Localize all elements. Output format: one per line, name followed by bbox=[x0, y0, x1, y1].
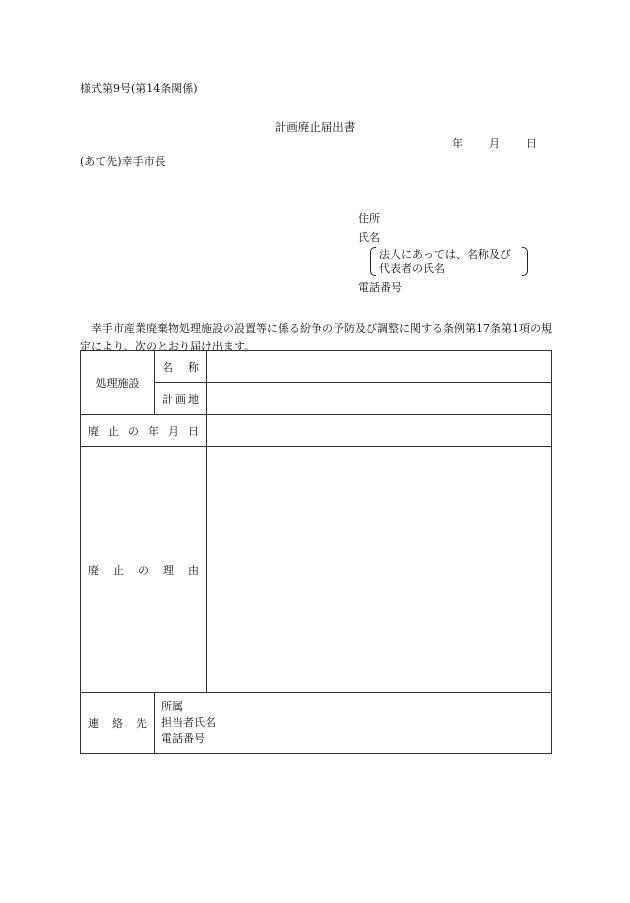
abolish-reason-label: 廃 止 の 理 由 bbox=[81, 447, 207, 693]
abolish-date-field[interactable] bbox=[207, 415, 552, 447]
corporate-note bbox=[370, 247, 528, 275]
facility-site-label: 計 画 地 bbox=[155, 383, 207, 415]
contact-field[interactable] bbox=[155, 693, 552, 754]
form-number: 様式第9号(第14条関係) bbox=[80, 82, 198, 95]
corporate-note-line1: 法人にあっては、名称及び bbox=[379, 248, 511, 261]
facility-name-label: 名 称 bbox=[155, 351, 207, 383]
contact-phone: 電話番号 bbox=[161, 732, 205, 745]
facility-label: 処理施設 bbox=[81, 351, 155, 415]
date-year: 年 bbox=[452, 137, 463, 150]
date-line bbox=[452, 138, 537, 149]
contact-affiliation: 所属 bbox=[161, 700, 183, 713]
form-table bbox=[80, 350, 552, 754]
date-month: 月 bbox=[489, 137, 500, 150]
applicant-address-label: 住所 bbox=[358, 212, 380, 225]
document-title: 計画廃止届出書 bbox=[274, 120, 356, 134]
bracket-right bbox=[522, 247, 528, 276]
applicant-name-label: 氏名 bbox=[358, 231, 380, 244]
bracket-left bbox=[370, 247, 376, 276]
date-day: 日 bbox=[526, 137, 537, 150]
abolish-reason-field[interactable] bbox=[207, 447, 552, 693]
applicant-phone-label: 電話番号 bbox=[358, 281, 402, 294]
addressee: (あて先)幸手市長 bbox=[80, 155, 166, 168]
body-text: 幸手市産業廃棄物処理施設の設置等に係る紛争の予防及び調整に関する条例第17条第1項の規定により、次のとおり届け出ます。 bbox=[80, 322, 552, 353]
facility-site-field[interactable] bbox=[207, 383, 552, 415]
corporate-note-line2: 代表者の氏名 bbox=[379, 262, 445, 275]
contact-label: 連 絡 先 bbox=[81, 693, 155, 754]
contact-person: 担当者氏名 bbox=[161, 716, 216, 729]
abolish-date-label: 廃 止 の 年 月 日 bbox=[81, 415, 207, 447]
facility-name-field[interactable] bbox=[207, 351, 552, 383]
